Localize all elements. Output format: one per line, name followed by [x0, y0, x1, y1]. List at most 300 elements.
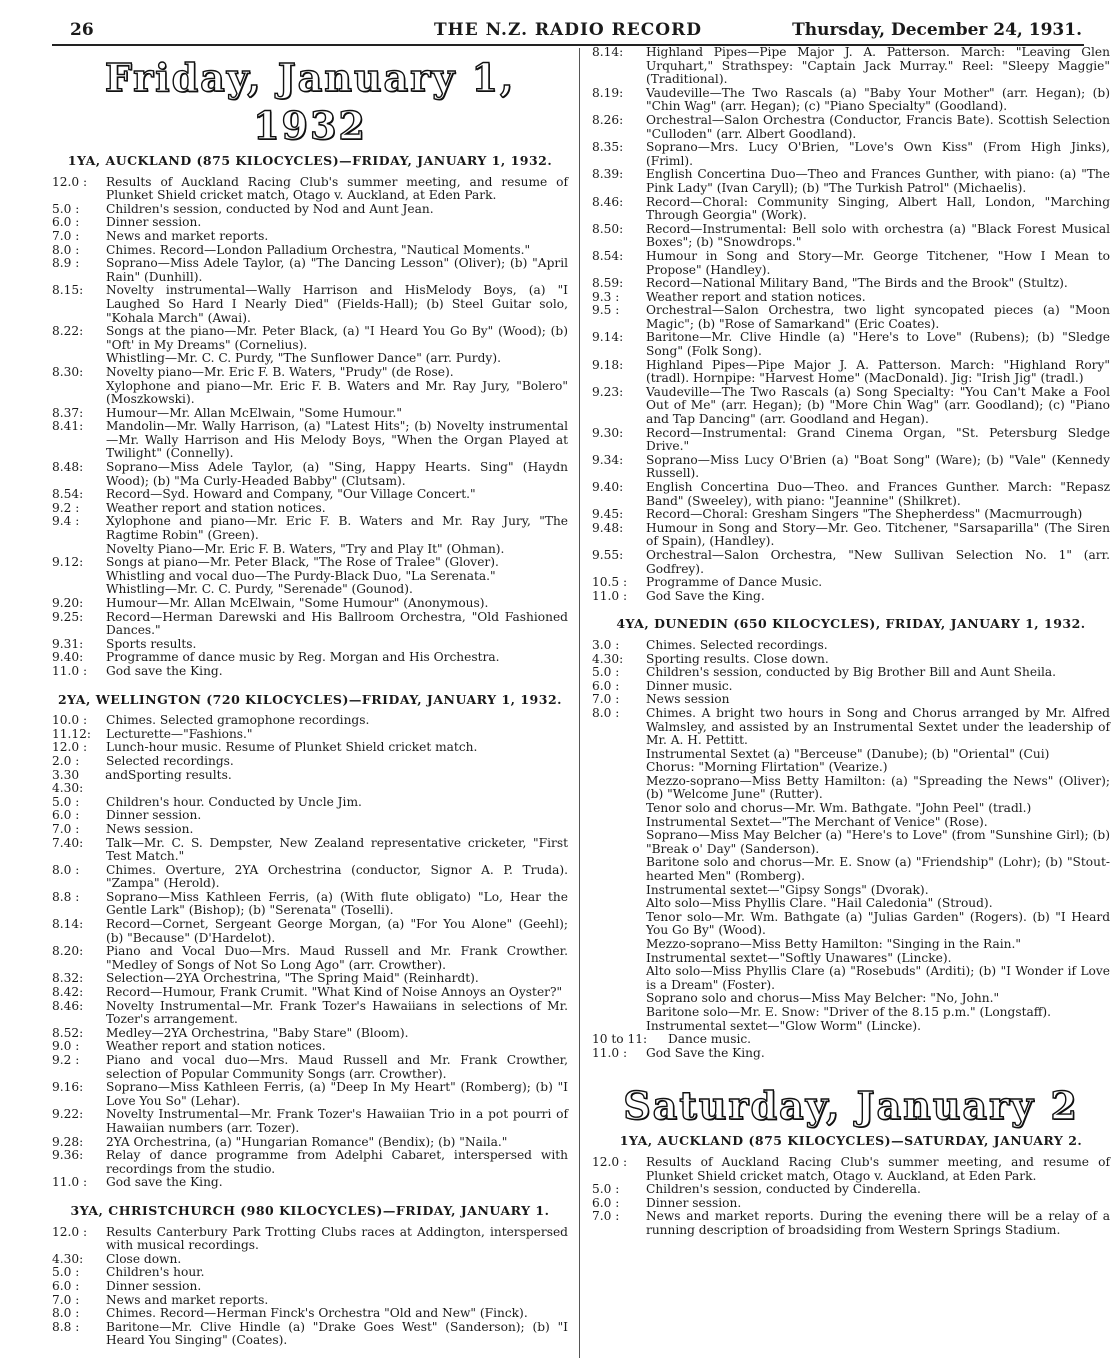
- program-time: 10.5 :: [592, 575, 628, 590]
- program-entry: [52, 515, 568, 542]
- program-entry: [52, 796, 568, 810]
- program-time: 8.46:: [52, 998, 84, 1013]
- program-time: [592, 952, 646, 966]
- program-entry: [52, 583, 568, 597]
- program-entry: [52, 714, 568, 728]
- program-time: 8.22:: [52, 324, 84, 339]
- program-entry: [52, 176, 568, 203]
- program-description: Tenor solo—Mr. Wm. Bathgate (a) "Julias Garden" (Rogers). (b) "I Heard You Go By" (Wood).: [646, 909, 1110, 938]
- program-description: Mezzo-soprano—Miss Betty Hamilton: "Singing in the Rain.": [646, 937, 1021, 951]
- program-entry: [592, 1020, 1110, 1034]
- column-divider: [579, 48, 580, 1358]
- program-entry: [52, 257, 568, 284]
- program-entry: [592, 1183, 1110, 1197]
- program-entry: [592, 359, 1110, 386]
- program-time: 12.0 :: [592, 1154, 628, 1169]
- program-entry: [52, 864, 568, 891]
- program-time: 9.28:: [52, 1134, 84, 1149]
- program-entry: [592, 856, 1110, 883]
- program-time: 10 to 11:: [592, 1032, 648, 1047]
- program-description: News and market reports. During the evening there will be a relay of a running description of broadsiding from Western Springs Stadium.: [646, 1209, 1110, 1237]
- program-entry: [592, 304, 1110, 331]
- program-description: Orchestral—Salon Orchestra, "New Sullivan Selection No. 1" (arr. Godfrey).: [646, 547, 1110, 576]
- program-time: 7.40:: [52, 835, 84, 850]
- program-list-wellington: [52, 714, 568, 1190]
- program-time: [592, 802, 646, 816]
- program-time: 6.0 :: [52, 215, 80, 230]
- program-entry: [52, 1176, 568, 1190]
- program-time: 8.19:: [592, 85, 624, 100]
- program-entry: [52, 230, 568, 244]
- program-description: Weather report and station notices.: [646, 289, 866, 304]
- program-description: Vaudeville—The Two Rascals (a) Song Specialty: "You Can't Make a Fool Out of Me" (arr. Hegan); (b) "More Chin Wag" (arr. Goodland); (c) "Piano and Tap Dancing" (arr. Goodland and Hegan).: [646, 384, 1110, 427]
- program-time: 7.0 :: [592, 692, 620, 707]
- program-entry: [592, 386, 1110, 427]
- left-column: [52, 46, 568, 1348]
- program-entry: [52, 1280, 568, 1294]
- program-time: [592, 884, 646, 898]
- program-time: 8.30:: [52, 364, 84, 379]
- program-entry: [52, 1307, 568, 1321]
- program-time: [592, 1006, 646, 1020]
- program-entry: [52, 728, 568, 742]
- program-entry: [592, 223, 1110, 250]
- program-list-christchurch-part1: [52, 1226, 568, 1348]
- program-entry: [52, 1294, 568, 1308]
- program-description: Piano and vocal duo—Mrs. Maud Russell and Mr. Frank Crowther, selection of Popular Community Songs (arr. Crowther).: [106, 1053, 568, 1081]
- program-description: Novelty instrumental—Wally Harrison and HisMelody Boys, (a) "I Laughed So Hard I Nearly Died" (Fields-Hall); (b) Steel Guitar solo, "Kohala March" (Awai).: [106, 283, 568, 325]
- program-description: Weather report and station notices.: [106, 1039, 326, 1054]
- program-entry: [52, 216, 568, 230]
- program-entry: [52, 972, 568, 986]
- program-entry: [592, 911, 1110, 938]
- program-entry: [592, 481, 1110, 508]
- program-entry: [52, 1253, 568, 1267]
- program-entry: [52, 611, 568, 638]
- program-description: English Concertina Duo—Theo and Frances Gunther, with piano: (a) "The Pink Lady" (Ivan Caryll); (b) "The Turkish Patrol" (Michaelis).: [646, 167, 1110, 195]
- station-heading-auckland: 1YA, AUCKLAND (875 KILOCYCLES)—FRIDAY, JANUARY 1, 1932.: [67, 153, 553, 168]
- program-time: [52, 352, 106, 366]
- program-entry: [592, 897, 1110, 911]
- program-entry: [592, 250, 1110, 277]
- program-time: 8.35:: [592, 140, 624, 155]
- program-description: Soprano—Mrs. Lucy O'Brien, "Love's Own Kiss" (From High Jinks), (Friml).: [646, 140, 1110, 168]
- program-description: News session: [646, 692, 730, 707]
- program-entry: [592, 196, 1110, 223]
- program-description: Piano and Vocal Duo—Mrs. Maud Russell and Mr. Frank Crowther. "Medley of Songs of Not So Long Ago" (arr. Crowther).: [106, 944, 568, 972]
- program-time: 12.0 :: [52, 174, 88, 189]
- program-entry: [592, 277, 1110, 291]
- program-description: Soprano solo and chorus—Miss May Belcher: "No, John.": [646, 991, 1000, 1006]
- program-entry: [52, 461, 568, 488]
- program-time: 9.2 :: [52, 500, 80, 515]
- program-description: Baritone solo and chorus—Mr. E. Snow (a) "Friendship" (Lohr); (b) "Stout-hearted Men" (Romberg).: [646, 855, 1110, 884]
- program-time: [52, 570, 106, 584]
- program-description: Soprano—Miss May Belcher (a) "Here's to Love" (from "Sunshine Girl); (b) "Break o' Day" (Sanderson).: [646, 828, 1110, 856]
- program-entry: [592, 522, 1110, 549]
- program-description: Novelty Instrumental—Mr. Frank Tozer's Hawaiians in selections of Mr. Tozer's arrangement.: [106, 998, 568, 1027]
- program-entry: [52, 1149, 568, 1176]
- program-entry: [592, 653, 1110, 667]
- program-time: 8.50:: [592, 221, 624, 236]
- program-entry: [592, 816, 1110, 830]
- program-time: 8.14:: [52, 917, 84, 932]
- program-description: Mandolin—Mr. Wally Harrison, (a) "Latest Hits"; (b) Novelty instrumental—Mr. Wally Harrison and His Melody Boys, "When the Organ Played at Twilight" (Connelly).: [106, 419, 568, 461]
- program-entry: [52, 769, 568, 796]
- program-entry: [592, 1156, 1110, 1183]
- program-description: Talk—Mr. C. S. Dempster, New Zealand representative cricketer, "First Test Match.": [106, 835, 568, 864]
- program-time: [592, 761, 646, 775]
- program-description: Chimes. Record—London Palladium Orchestra, "Nautical Moments.": [106, 242, 531, 257]
- issue-date: Thursday, December 24, 1931.: [792, 20, 1082, 40]
- program-entry: [52, 203, 568, 217]
- program-description: News and market reports.: [106, 1292, 269, 1307]
- program-description: Sporting results.: [128, 767, 232, 782]
- program-entry: [52, 352, 568, 366]
- program-description: News and market reports.: [106, 228, 269, 243]
- program-time: 8.26:: [592, 112, 624, 127]
- program-list-auckland-saturday: [592, 1156, 1110, 1238]
- program-description: Lunch-hour music. Resume of Plunket Shield cricket match.: [106, 740, 478, 755]
- program-description: Xylophone and piano—Mr. Eric F. B. Waters and Mr. Ray Jury, "The Ragtime Robin" (Green).: [106, 514, 568, 543]
- program-description: Humour in Song and Story—Mr. Geo. Titchener, "Sarsaparilla" (The Siren of Spain), (Handley).: [646, 520, 1110, 549]
- program-entry: [52, 945, 568, 972]
- program-time: 9.5 :: [592, 303, 620, 318]
- program-description: Sports results.: [106, 636, 197, 651]
- program-entry: [52, 1321, 568, 1348]
- program-time: 8.54:: [592, 248, 624, 263]
- program-entry: [592, 590, 1110, 604]
- program-time: 5.0 :: [592, 665, 620, 680]
- program-description: Songs at piano—Mr. Peter Black, "The Rose of Tralee" (Glover).: [106, 555, 499, 570]
- program-description: God save the King.: [106, 1175, 223, 1190]
- program-description: Chimes. Selected gramophone recordings.: [106, 713, 370, 728]
- program-time: 8.59:: [592, 276, 624, 291]
- program-entry: [592, 707, 1110, 748]
- program-description: Relay of dance programme from Adelphi Cabaret, interspersed with recordings from the studio.: [106, 1148, 568, 1176]
- program-entry: [592, 775, 1110, 802]
- program-description: Children's hour. Conducted by Uncle Jim.: [106, 794, 362, 809]
- program-time: 8.14:: [592, 45, 624, 59]
- program-entry: [52, 407, 568, 421]
- program-description: Close down.: [106, 1251, 182, 1266]
- program-time: 8.0 :: [52, 862, 80, 877]
- program-entry: [52, 325, 568, 352]
- program-list-christchurch-part2: [592, 46, 1110, 603]
- program-time: [592, 1020, 646, 1034]
- program-description: Novelty Instrumental—Mr. Frank Tozer's Hawaiian Trio in a pot pourri of Hawaiian numbers (arr. Tozer).: [106, 1107, 568, 1135]
- program-time: 9.20:: [52, 596, 84, 610]
- program-description: Instrumental sextet—"Softly Unawares" (Lincke).: [646, 950, 952, 965]
- program-time: [592, 748, 646, 762]
- program-description: Xylophone and piano—Mr. Eric F. B. Waters and Mr. Ray Jury, "Bolero" (Moszkowski).: [106, 378, 568, 407]
- program-entry: [52, 1054, 568, 1081]
- program-time: 9.34:: [592, 452, 624, 467]
- program-time: 8.42:: [52, 985, 84, 1000]
- program-entry: [52, 665, 568, 679]
- program-description: Programme of Dance Music.: [646, 575, 823, 590]
- program-time: 9.45:: [592, 507, 624, 522]
- program-time: 7.0 :: [52, 821, 80, 836]
- program-description: God save the King.: [106, 663, 223, 678]
- program-description: Record—Choral: Community Singing, Albert Hall, London, "Marching Through Georgia" (Work).: [646, 194, 1110, 223]
- program-time: 7.0 :: [52, 228, 80, 243]
- program-time: 9.48:: [592, 520, 624, 535]
- program-entry: [52, 809, 568, 823]
- program-description: Instrumental sextet—"Glow Worm" (Lincke).: [646, 1018, 922, 1033]
- program-description: Results of Auckland Racing Club's summer meeting, and resume of Plunket Shield cricket match, Otago v. Auckland, at Eden Park.: [646, 1154, 1110, 1183]
- program-time: [592, 829, 646, 856]
- program-entry: [592, 508, 1110, 522]
- program-description: Whistling and vocal duo—The Purdy-Black Duo, "La Serenata.": [106, 568, 496, 583]
- program-time: 9.14:: [592, 330, 624, 345]
- program-time: 6.0 :: [52, 1278, 80, 1293]
- program-time: 9.36:: [52, 1148, 84, 1163]
- program-description: Mezzo-soprano—Miss Betty Hamilton: (a) "Spreading the News" (Oliver); (b) "Welcome June" (Rutter).: [646, 773, 1110, 802]
- program-entry: [592, 331, 1110, 358]
- program-time: 11.0 :: [52, 1175, 88, 1190]
- program-time: [592, 938, 646, 952]
- program-time: 11.0 :: [592, 588, 628, 603]
- program-entry: [592, 576, 1110, 590]
- program-time: 9.31:: [52, 636, 84, 651]
- program-description: Instrumental Sextet—"The Merchant of Venice" (Rose).: [646, 814, 988, 829]
- program-time: 8.41:: [52, 419, 84, 434]
- program-entry: [592, 454, 1110, 481]
- program-description: Selection—2YA Orchestrina, "The Spring Maid" (Reinhardt).: [106, 971, 479, 986]
- program-description: Record—Syd. Howard and Company, "Our Village Concert.": [106, 487, 476, 502]
- program-entry: [592, 1197, 1110, 1211]
- program-time: [592, 965, 646, 992]
- program-description: Whistling—Mr. C. C. Purdy, "The Sunflower Dance" (arr. Purdy).: [106, 351, 501, 366]
- program-entry: [592, 1033, 1110, 1047]
- program-description: Novelty piano—Mr. Eric F. B. Waters, "Prudy" (de Rose).: [106, 364, 454, 379]
- program-description: Children's session, conducted by Big Brother Bill and Aunt Sheila.: [646, 665, 1057, 680]
- program-entry: [52, 597, 568, 611]
- program-time: [592, 775, 646, 802]
- program-description: Record—National Military Band, "The Birds and the Brook" (Stultz).: [646, 276, 1068, 291]
- program-time: 8.46:: [592, 194, 624, 209]
- program-time: 8.32:: [52, 971, 84, 986]
- program-entry: [52, 986, 568, 1000]
- program-time: 9.0 :: [52, 1039, 80, 1054]
- program-entry: [592, 639, 1110, 653]
- program-entry: [52, 1000, 568, 1027]
- program-entry: [592, 291, 1110, 305]
- program-time: 9.25:: [52, 609, 84, 624]
- program-entry: [592, 938, 1110, 952]
- program-time: 8.8 :: [52, 889, 80, 904]
- program-entry: [592, 965, 1110, 992]
- program-time: 9.2 :: [52, 1053, 80, 1067]
- publication-title: THE N.Z. RADIO RECORD: [434, 20, 702, 40]
- program-entry: [592, 427, 1110, 454]
- program-description: Dinner session.: [106, 808, 202, 823]
- program-description: Humour in Song and Story—Mr. George Titchener, "How I Mean to Propose" (Handley).: [646, 248, 1110, 277]
- program-description: Lecturette—"Fashions.": [106, 726, 253, 741]
- program-time: 9.30:: [592, 425, 624, 440]
- program-description: God Save the King.: [646, 588, 765, 603]
- program-description: Chimes. A bright two hours in Song and Chorus arranged by Mr. Alfred Walmsley, and assisted by an Instrumental Sextet under the leadership of Mr. A. H. Pettitt.: [646, 705, 1110, 748]
- program-time: 5.0 :: [52, 1265, 80, 1280]
- program-entry: [592, 666, 1110, 680]
- program-time: 5.0 :: [52, 794, 80, 809]
- program-entry: [592, 141, 1110, 168]
- program-description: Soprano—Miss Adele Taylor, (a) "Sing, Happy Hearts. Sing" (Haydn Wood); (b) "Ma Curly-Headed Babby" (Clutsam).: [106, 460, 568, 488]
- program-entry: [592, 952, 1110, 966]
- program-description: Alto solo—Miss Phyllis Clare. "Hail Caledonia" (Stroud).: [646, 896, 993, 911]
- program-time: 8.15:: [52, 283, 84, 298]
- program-time: 8.9 :: [52, 256, 80, 271]
- program-entry: [52, 651, 568, 665]
- program-description: Highland Pipes—Pipe Major J. A. Patterson. March: "Leaving Glen Urquhart," Strathspey: "Captain Jack Murray." Reel: "Sleepy Maggie" (Traditional).: [646, 45, 1110, 87]
- program-description: Baritone solo—Mr. E. Snow: "Driver of the 8.15 p.m." (Longstaff).: [646, 1004, 1052, 1019]
- program-entry: [592, 693, 1110, 707]
- program-description: Record—Instrumental: Bell solo with orchestra (a) "Black Forest Musical Boxes"; (b) "Snowdrops.": [646, 221, 1110, 250]
- program-time: 7.0 :: [592, 1209, 620, 1224]
- program-entry: [52, 380, 568, 407]
- program-time: 11.0 :: [592, 1045, 628, 1060]
- program-description: Alto solo—Miss Phyllis Clare (a) "Rosebuds" (Arditi); (b) "I Wonder if Love is a Dream" (Foster).: [646, 964, 1110, 992]
- program-description: Children's session, conducted by Nod and Aunt Jean.: [106, 201, 434, 216]
- program-description: Programme of dance music by Reg. Morgan and His Orchestra.: [106, 650, 500, 665]
- program-time: 9.16:: [52, 1080, 84, 1095]
- program-description: Children's session, conducted by Cinderella.: [646, 1182, 921, 1197]
- program-description: Selected recordings.: [106, 753, 234, 768]
- program-entry: [592, 114, 1110, 141]
- program-entry: [52, 1108, 568, 1135]
- program-description: Medley—2YA Orchestrina, "Baby Stare" (Bloom).: [106, 1025, 409, 1040]
- program-description: Vaudeville—The Two Rascals (a) "Baby Your Mother" (arr. Hegan); (b) "Chin Wag" (arr. Hegan); (c) "Piano Specialty" (Goodland).: [646, 85, 1110, 114]
- program-description: Results of Auckland Racing Club's summer meeting, and resume of Plunket Shield cricket match, Otago v. Auckland, at Eden Park.: [106, 174, 568, 203]
- program-description: Record—Herman Darewski and His Ballroom Orchestra, "Old Fashioned Dances.": [106, 609, 568, 638]
- program-description: Dinner session.: [106, 215, 202, 230]
- program-description: English Concertina Duo—Theo. and Frances Gunther. March: "Repasz Band" (Sweeley), with piano: "Jeannine" (Shilkret).: [646, 480, 1110, 508]
- program-entry: [52, 556, 568, 570]
- program-entry: [52, 488, 568, 502]
- program-time: 10.0 :: [52, 713, 88, 728]
- program-time: 3.0 :: [592, 637, 620, 652]
- program-time: 2.0 :: [52, 753, 80, 768]
- program-time: [52, 380, 106, 407]
- day-title-saturday: Saturday, January 2: [623, 1083, 1079, 1129]
- program-description: Chimes. Record—Herman Finck's Orchestra "Old and New" (Finck).: [106, 1306, 528, 1321]
- program-time: 9.22:: [52, 1107, 84, 1122]
- program-description: Soprano—Miss Lucy O'Brien (a) "Boat Song" (Ware); (b) "Vale" (Kennedy Russell).: [646, 452, 1110, 481]
- program-description: Weather report and station notices.: [106, 500, 326, 515]
- program-description: Orchestral—Salon Orchestra (Conductor, Francis Bate). Scottish Selection "Culloden" (arr. Albert Goodland).: [646, 112, 1110, 141]
- program-entry: [592, 748, 1110, 762]
- program-time: [52, 583, 106, 597]
- program-time: 4.30:: [592, 651, 624, 666]
- program-time: 8.37:: [52, 405, 84, 420]
- program-entry: [52, 891, 568, 918]
- program-description: Record—Choral: Gresham Singers "The Shepherdess" (Macmurrough): [646, 507, 1083, 522]
- program-description: News session.: [106, 821, 194, 836]
- station-heading-dunedin: 4YA, DUNEDIN (650 KILOCYCLES), FRIDAY, JANUARY 1, 1932.: [616, 616, 1086, 632]
- program-entry: [52, 366, 568, 380]
- program-entry: [592, 549, 1110, 576]
- program-time: 8.48:: [52, 460, 84, 475]
- program-time: 9.40:: [52, 650, 84, 665]
- program-description: Instrumental Sextet (a) "Berceuse" (Danube); (b) "Oriental" (Cui): [646, 746, 1050, 761]
- program-time: [592, 856, 646, 883]
- program-entry: [52, 755, 568, 769]
- program-entry: [52, 1266, 568, 1280]
- program-description: Whistling—Mr. C. C. Purdy, "Serenade" (Gounod).: [106, 582, 413, 597]
- program-entry: [592, 829, 1110, 856]
- page-header: [52, 14, 1084, 46]
- program-time: [52, 543, 106, 557]
- program-time: 6.0 :: [52, 808, 80, 823]
- program-entry: [52, 1226, 568, 1253]
- program-description: Dinner music.: [646, 678, 733, 693]
- program-time: 11.0 :: [52, 663, 88, 678]
- program-time: 8.0 :: [52, 1306, 80, 1321]
- program-time: 8.0 :: [52, 242, 80, 257]
- program-description: Dinner session.: [646, 1195, 742, 1210]
- program-entry: [592, 802, 1110, 816]
- program-time: 8.20:: [52, 944, 84, 959]
- program-entry: [592, 1210, 1110, 1237]
- program-time: 5.0 :: [52, 201, 80, 216]
- program-time: 6.0 :: [592, 1195, 620, 1210]
- program-description: Chimes. Selected recordings.: [646, 637, 828, 652]
- program-time: [592, 992, 646, 1006]
- program-description: Tenor solo and chorus—Mr. Wm. Bathgate. "John Peel" (tradl.): [646, 801, 1032, 816]
- program-entry: [52, 420, 568, 461]
- program-entry: [52, 918, 568, 945]
- program-time: 12.0 :: [52, 1224, 88, 1239]
- program-entry: [52, 570, 568, 584]
- program-description: Dinner session.: [106, 1278, 202, 1293]
- program-description: Record—Instrumental: Grand Cinema Organ, "St. Petersburg Sledge Drive.": [646, 425, 1110, 454]
- program-time: 8.54:: [52, 487, 84, 502]
- program-description: Humour—Mr. Allan McElwain, "Some Humour.": [106, 405, 402, 420]
- program-entry: [592, 680, 1110, 694]
- program-entry: [592, 168, 1110, 195]
- station-heading-auckland-saturday: 1YA, AUCKLAND (875 KILOCYCLES)—SATURDAY, JANUARY 2.: [619, 1133, 1083, 1149]
- program-time: [592, 897, 646, 911]
- program-entry: [52, 244, 568, 258]
- program-entry: [52, 1040, 568, 1054]
- program-time: 4.30:: [52, 1251, 84, 1266]
- station-heading-wellington: 2YA, WELLINGTON (720 KILOCYCLES)—FRIDAY, JANUARY 1, 1932.: [57, 691, 562, 707]
- program-description: God Save the King.: [646, 1045, 765, 1060]
- day-title-friday: Friday, January 1, 1932: [104, 55, 516, 148]
- program-time: 9.40:: [592, 480, 624, 494]
- program-time: 7.0 :: [52, 1292, 80, 1307]
- program-description: Orchestral—Salon Orchestra, two light syncopated pieces (a) "Moon Magic"; (b) "Rose of Samarkand" (Eric Coates).: [646, 303, 1110, 331]
- program-entry: [592, 87, 1110, 114]
- program-entry: [52, 823, 568, 837]
- program-entry: [592, 46, 1110, 87]
- program-entry: [592, 1047, 1110, 1061]
- program-time: 9.23:: [592, 384, 624, 399]
- program-entry: [52, 741, 568, 755]
- program-entry: [52, 543, 568, 557]
- program-description: Novelty Piano—Mr. Eric F. B. Waters, "Try and Play It" (Ohman).: [106, 541, 505, 556]
- program-time: 11.12:: [52, 726, 91, 741]
- program-description: Soprano—Miss Kathleen Ferris, (a) "Deep In My Heart" (Romberg); (b) "I Love You So" (Lehar).: [106, 1080, 568, 1108]
- program-description: Songs at the piano—Mr. Peter Black, (a) "I Heard You Go By" (Wood); (b) "Oft' in My Dreams" (Cornelius).: [106, 324, 568, 352]
- right-column: [592, 46, 1110, 1238]
- program-entry: [52, 837, 568, 864]
- program-time: 8.0 :: [592, 705, 620, 720]
- program-description: Record—Humour, Frank Crumit. "What Kind of Noise Annoys an Oyster?": [106, 985, 563, 1000]
- program-time: 9.4 :: [52, 514, 80, 529]
- program-description: Chorus: "Morning Flirtation" (Vearize.): [646, 760, 888, 775]
